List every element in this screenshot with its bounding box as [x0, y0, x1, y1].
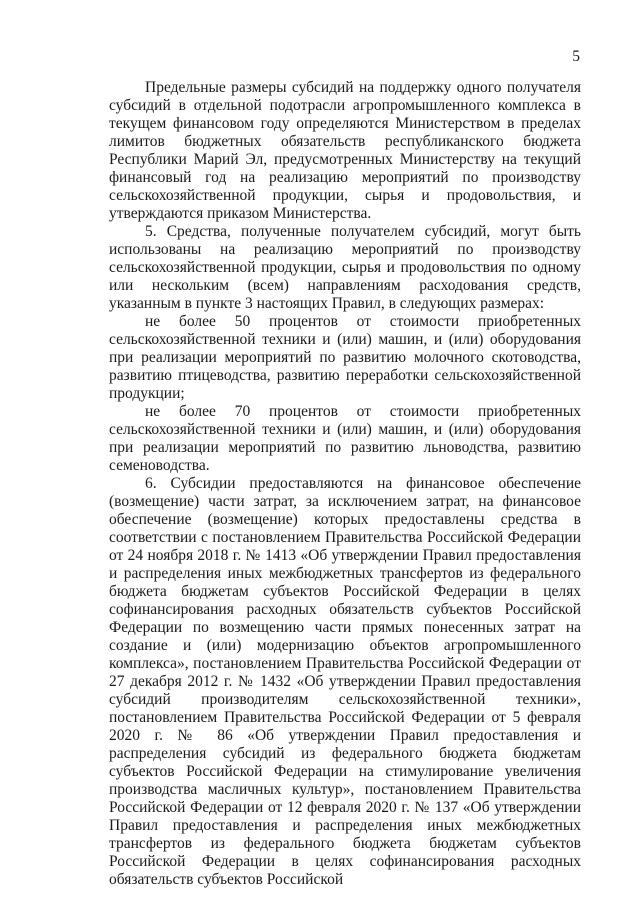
page-number: 5 — [572, 48, 580, 65]
paragraph-rate-50: не более 50 процентов от стоимости приобретенных сельскохозяйственной техники и (или) машин, и (или) оборудования при реализации мероприятий по развитию молочного скотоводства, развитию птицеводства, развитию переработки сельскохозяйственной продукции; — [109, 313, 581, 402]
paragraph-rate-70: не более 70 процентов от стоимости приобретенных сельскохозяйственной техники и (или) машин, и (или) оборудования при реализации мероприятий по развитию льноводства, развитию семеноводства. — [109, 403, 581, 474]
paragraph-subsidy-limits: Предельные размеры субсидий на поддержку одного получателя субсидий в отдельной подотрасли агропромышленного комплекса в текущем финансовом году определяются Министерством в пределах лимитов бюджетных обязательств республиканского бюджета Республики Марий Эл, предусмотренных Министерству на текущий финансовый год на реализацию мероприятий по производству сельскохозяйственной продукции, сырья и продовольствия, и утверждаются приказом Министерства. — [109, 79, 581, 222]
paragraph-clause-5: 5. Средства, полученные получателем субсидий, могут быть использованы на реализацию мероприятий по производству сельскохозяйственной продукции, сырья и продовольствия по одному или нескольким (всем) направлениям расходования средств, указанным в пункте 3 настоящих Правил, в следующих размерах: — [109, 223, 581, 312]
document-body — [109, 79, 581, 889]
paragraph-clause-6: 6. Субсидии предоставляются на финансовое обеспечение (возмещение) части затрат, за исключением затрат, на финансовое обеспечение (возмещение) которых предоставлены средства в соответствии с постановлением Правительства Российской Федерации от 24 ноября 2018 г. № 1413 «Об утверждении Правил предоставления и распределения иных межбюджетных трансфертов из федерального бюджета бюджетам субъектов Российской Федерации в целях софинансирования расходных обязательств субъектов Российской Федерации по возмещению части прямых понесенных затрат на создание и (или) модернизацию объектов агропромышленного комплекса», постановлением Правительства Российской Федерации от 27 декабря 2012 г. № 1432 «Об утверждении Правил предоставления субсидий производителям сельскохозяйственной техники», постановлением Правительства Российской Федерации от 5 февраля 2020 г. № 86 «Об утверждении Правил предоставления и распределения субсидий из федерального бюджета бюджетам субъектов Российской Федерации на стимулирование увеличения производства масличных культур», постановлением Правительства Российской Федерации от 12 февраля 2020 г. № 137 «Об утверждении Правил предоставления и распределения иных межбюджетных трансфертов из федерального бюджета бюджетам субъектов Российской Федерации в целях софинансирования расходных обязательств субъектов Российской — [109, 475, 581, 888]
